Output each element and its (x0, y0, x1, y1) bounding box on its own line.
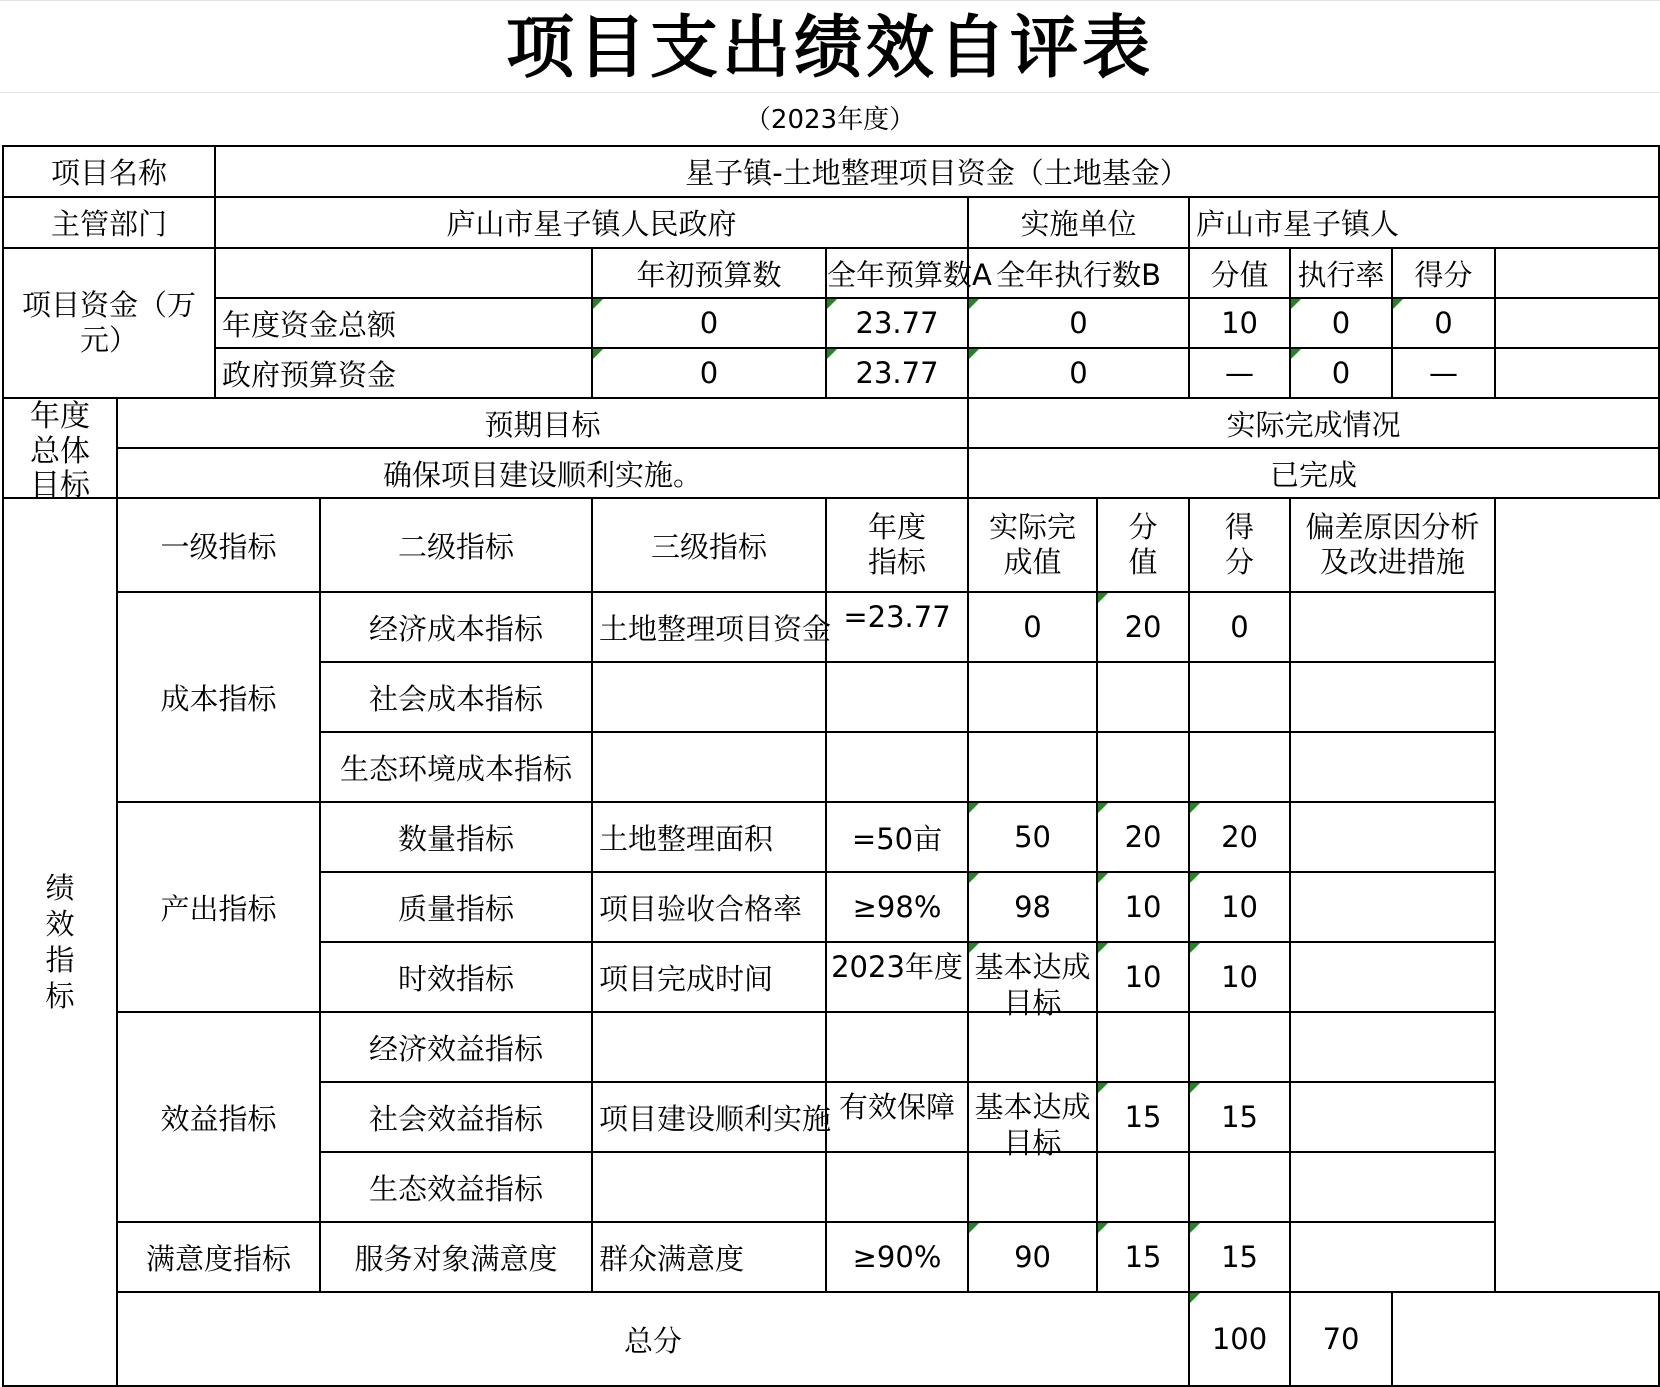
header-score (1189, 498, 1290, 592)
actual-cell[interactable] (968, 662, 1097, 732)
header-annual (826, 498, 968, 592)
fund-extra (1495, 298, 1659, 348)
actual-cell[interactable] (968, 942, 1097, 1020)
level3-cell[interactable] (592, 1012, 826, 1082)
deviation-cell[interactable] (1290, 942, 1495, 1012)
deviation-cell[interactable] (1290, 1012, 1495, 1082)
fund-exec-rate[interactable]: 0 (1290, 348, 1392, 398)
score-cell[interactable] (1189, 1152, 1290, 1222)
actual-cell[interactable] (968, 1152, 1097, 1222)
col-score: 得分 (1392, 248, 1495, 298)
score-cell[interactable]: 0 (1189, 592, 1290, 662)
level2-cell: 数量指标 (320, 802, 592, 872)
score-cell[interactable] (1189, 662, 1290, 732)
dept-label: 主管部门 (3, 197, 215, 248)
header-level1: 一级指标 (117, 498, 320, 592)
score-value-cell[interactable] (1097, 1152, 1189, 1222)
document-title: 项目支出绩效自评表 (505, 8, 1154, 88)
col-executed: 全年执行数B (968, 248, 1189, 298)
score-value-cell[interactable]: 15 (1097, 1082, 1189, 1152)
score-cell[interactable] (1189, 732, 1290, 802)
header-score-text: 得分 (1225, 510, 1255, 579)
score-value-cell[interactable] (1097, 662, 1189, 732)
fund-row-label: 政府预算资金 (215, 348, 592, 398)
actual-cell[interactable] (968, 1012, 1097, 1082)
header-level2: 二级指标 (320, 498, 592, 592)
score-cell[interactable]: 15 (1189, 1082, 1290, 1152)
level3-cell[interactable]: 项目完成时间 (592, 942, 826, 1012)
level2-cell: 生态环境成本指标 (320, 732, 592, 802)
actual-text: 基本达成目标 (974, 950, 1091, 1020)
goals-label (3, 398, 117, 503)
project-name-label: 项目名称 (3, 146, 215, 197)
total-score-value[interactable]: 100 (1189, 1292, 1290, 1386)
fund-score[interactable]: 0 (1392, 298, 1495, 348)
goals-label-text: 年度总体目标 (30, 399, 90, 503)
deviation-cell[interactable] (1290, 1152, 1495, 1222)
fund-full-year[interactable]: 23.77 (826, 348, 968, 398)
col-score-value: 分值 (1189, 248, 1290, 298)
deviation-cell[interactable] (1290, 592, 1495, 662)
col-full-year-budget: 全年预算数A (826, 248, 968, 298)
annual-cell[interactable] (826, 1012, 968, 1082)
header-actual (968, 498, 1097, 592)
header-score-value (1097, 498, 1189, 592)
fund-extra (1495, 348, 1659, 398)
deviation-cell[interactable] (1290, 802, 1495, 872)
level3-cell[interactable]: 项目验收合格率 (592, 872, 826, 942)
level3-cell[interactable] (592, 1152, 826, 1222)
header-score-value-text: 分值 (1128, 510, 1158, 579)
total-deviation[interactable] (1392, 1292, 1659, 1386)
deviation-cell[interactable] (1290, 732, 1495, 802)
level1-output: 产出指标 (117, 802, 320, 1012)
annual-cell[interactable]: ≥90% (826, 1222, 968, 1292)
annual-cell[interactable] (826, 1152, 968, 1222)
level3-cell[interactable] (592, 732, 826, 802)
fund-initial[interactable]: 0 (592, 298, 826, 348)
total-score[interactable]: 70 (1290, 1292, 1392, 1386)
col-exec-rate: 执行率 (1290, 248, 1392, 298)
annual-cell[interactable] (826, 732, 968, 802)
annual-cell[interactable] (826, 662, 968, 732)
score-cell[interactable] (1189, 1012, 1290, 1082)
deviation-cell[interactable] (1290, 662, 1495, 732)
header-deviation-text: 偏差原因分析及改进措施 (1305, 510, 1480, 579)
fund-score-value[interactable]: — (1189, 348, 1290, 398)
fund-score-value[interactable]: 10 (1189, 298, 1290, 348)
level3-cell[interactable]: 群众满意度 (592, 1222, 826, 1292)
deviation-cell[interactable] (1290, 1222, 1495, 1292)
score-value-cell[interactable]: 10 (1097, 872, 1189, 942)
score-value-cell[interactable]: 10 (1097, 942, 1189, 1012)
funds-label: 项目资金（万元） (3, 248, 215, 398)
score-value-cell[interactable]: 20 (1097, 592, 1189, 662)
level2-cell: 社会成本指标 (320, 662, 592, 732)
actual-text: 基本达成目标 (974, 1090, 1091, 1160)
level1-satisfaction: 满意度指标 (117, 1222, 320, 1292)
header-level3: 三级指标 (592, 498, 826, 592)
actual-cell[interactable] (968, 1082, 1097, 1160)
funds-blank (215, 248, 592, 298)
annual-cell[interactable]: ≥98% (826, 872, 968, 942)
header-deviation (1290, 498, 1495, 592)
level3-cell[interactable]: 土地整理项目资金 (592, 592, 826, 662)
score-cell[interactable]: 10 (1189, 872, 1290, 942)
indicators-section-text: 绩效指标 (45, 870, 75, 1014)
level1-cost: 成本指标 (117, 592, 320, 802)
fund-exec-rate[interactable]: 0 (1290, 298, 1392, 348)
annual-text: =23.77 (843, 600, 951, 634)
goals-actual-value[interactable]: 已完成 (968, 448, 1659, 498)
impl-unit-label: 实施单位 (968, 197, 1189, 248)
fund-initial[interactable]: 0 (592, 348, 826, 398)
deviation-cell[interactable] (1290, 872, 1495, 942)
score-cell[interactable]: 20 (1189, 802, 1290, 872)
level2-cell: 生态效益指标 (320, 1152, 592, 1222)
level3-cell[interactable]: 土地整理面积 (592, 802, 826, 872)
actual-cell[interactable]: 98 (968, 872, 1097, 942)
annual-cell[interactable] (826, 1082, 968, 1152)
total-label: 总分 (117, 1292, 1189, 1386)
goals-expected-value[interactable]: 确保项目建设顺利实施。 (117, 448, 968, 498)
score-value-cell[interactable]: 15 (1097, 1222, 1189, 1292)
level2-cell: 时效指标 (320, 942, 592, 1012)
annual-cell[interactable]: =50亩 (826, 802, 968, 872)
actual-cell[interactable]: 0 (968, 592, 1097, 662)
actual-cell[interactable]: 90 (968, 1222, 1097, 1292)
header-actual-text: 实际完成值 (989, 510, 1077, 579)
deviation-cell[interactable] (1290, 1082, 1495, 1152)
document-year: （2023年度） (744, 105, 916, 135)
annual-cell[interactable] (826, 942, 968, 1012)
funds-extra-blank (1495, 248, 1659, 298)
level1-benefit: 效益指标 (117, 1012, 320, 1222)
goals-actual-header: 实际完成情况 (968, 398, 1659, 448)
level2-cell: 经济效益指标 (320, 1012, 592, 1082)
level2-cell: 服务对象满意度 (320, 1222, 592, 1292)
level2-cell: 质量指标 (320, 872, 592, 942)
score-value-cell[interactable]: 20 (1097, 802, 1189, 872)
level3-cell[interactable] (592, 662, 826, 732)
actual-cell[interactable]: 50 (968, 802, 1097, 872)
indicators-section-label (3, 498, 117, 1386)
score-cell[interactable]: 10 (1189, 942, 1290, 1012)
actual-cell[interactable] (968, 732, 1097, 802)
project-name-value[interactable]: 星子镇-土地整理项目资金（土地基金） (215, 146, 1659, 197)
score-value-cell[interactable] (1097, 732, 1189, 802)
header-annual-text: 年度指标 (868, 510, 927, 579)
col-initial-budget: 年初预算数 (592, 248, 826, 298)
evaluation-table (2, 145, 1660, 1387)
annual-cell[interactable] (826, 592, 968, 662)
annual-text: 有效保障 (839, 1090, 956, 1124)
impl-unit-value[interactable]: 庐山市星子镇人 (1189, 197, 1659, 248)
dept-value[interactable]: 庐山市星子镇人民政府 (215, 197, 968, 248)
fund-score[interactable]: — (1392, 348, 1495, 398)
annual-text: 2023年度 (831, 950, 963, 984)
level3-cell[interactable]: 项目建设顺利实施 (592, 1082, 826, 1152)
level2-cell: 经济成本指标 (320, 592, 592, 662)
fund-executed[interactable]: 0 (968, 348, 1189, 398)
goals-expected-header: 预期目标 (117, 398, 968, 448)
fund-row-label: 年度资金总额 (215, 298, 592, 348)
score-value-cell[interactable] (1097, 1012, 1189, 1082)
score-cell[interactable]: 15 (1189, 1222, 1290, 1292)
fund-full-year[interactable]: 23.77 (826, 298, 968, 348)
fund-executed[interactable]: 0 (968, 298, 1189, 348)
level2-cell: 社会效益指标 (320, 1082, 592, 1152)
